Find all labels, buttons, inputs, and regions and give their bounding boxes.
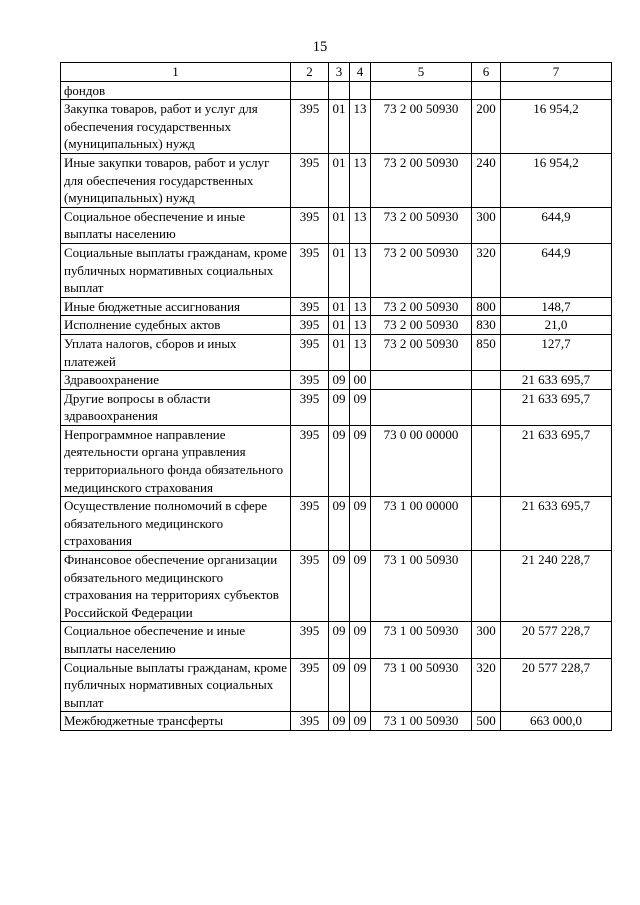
- amount-cell: 127,7: [501, 334, 612, 370]
- target-article-cell: 73 1 00 50930: [371, 551, 472, 622]
- table-row: [61, 497, 612, 551]
- subsection-cell: 13: [350, 243, 371, 297]
- amount-cell: 663 000,0: [501, 712, 612, 731]
- admin-code-cell: 395: [291, 658, 329, 712]
- table-row: [61, 81, 612, 100]
- amount-cell: 20 577 228,7: [501, 622, 612, 658]
- section-cell: 01: [329, 207, 350, 243]
- table-row: [61, 658, 612, 712]
- subsection-cell: 13: [350, 100, 371, 154]
- amount-cell: 148,7: [501, 297, 612, 316]
- subsection-cell: [350, 81, 371, 100]
- table-row: [61, 297, 612, 316]
- subsection-cell: 09: [350, 658, 371, 712]
- subsection-cell: 09: [350, 551, 371, 622]
- table-row: [61, 153, 612, 207]
- admin-code-cell: 395: [291, 243, 329, 297]
- amount-cell: 16 954,2: [501, 100, 612, 154]
- section-cell: 09: [329, 712, 350, 731]
- subsection-cell: 00: [350, 371, 371, 390]
- admin-code-cell: 395: [291, 334, 329, 370]
- admin-code-cell: 395: [291, 297, 329, 316]
- admin-code-cell: 395: [291, 207, 329, 243]
- expense-type-cell: [472, 425, 501, 496]
- section-cell: 09: [329, 389, 350, 425]
- admin-code-cell: 395: [291, 389, 329, 425]
- subsection-cell: 09: [350, 622, 371, 658]
- table-row: [61, 243, 612, 297]
- target-article-cell: 73 2 00 50930: [371, 100, 472, 154]
- expense-type-cell: 300: [472, 622, 501, 658]
- amount-cell: [501, 81, 612, 100]
- amount-cell: 21 633 695,7: [501, 497, 612, 551]
- item-name-cell: Непрограммное направление деятельности органа управления территориального фонда обязательного медицинского страхования: [61, 425, 291, 496]
- expense-type-cell: 300: [472, 207, 501, 243]
- section-cell: 09: [329, 497, 350, 551]
- admin-code-cell: 395: [291, 316, 329, 335]
- subsection-cell: 13: [350, 153, 371, 207]
- admin-code-cell: 395: [291, 622, 329, 658]
- expense-type-cell: [472, 389, 501, 425]
- item-name-cell: Иные закупки товаров, работ и услуг для обеспечения государственных (муниципальных) нужд: [61, 153, 291, 207]
- admin-code-cell: 395: [291, 371, 329, 390]
- admin-code-cell: 395: [291, 153, 329, 207]
- budget-table: [60, 62, 612, 731]
- subsection-cell: 13: [350, 334, 371, 370]
- target-article-cell: [371, 389, 472, 425]
- target-article-cell: 73 1 00 50930: [371, 658, 472, 712]
- column-header: 2: [291, 63, 329, 82]
- table-row: [61, 100, 612, 154]
- item-name-cell: Иные бюджетные ассигнования: [61, 297, 291, 316]
- item-name-cell: Социальное обеспечение и иные выплаты населению: [61, 207, 291, 243]
- item-name-cell: Закупка товаров, работ и услуг для обеспечения государственных (муниципальных) нужд: [61, 100, 291, 154]
- section-cell: 01: [329, 334, 350, 370]
- amount-cell: 21 633 695,7: [501, 371, 612, 390]
- section-cell: 09: [329, 658, 350, 712]
- column-header: 6: [472, 63, 501, 82]
- target-article-cell: [371, 81, 472, 100]
- section-cell: 09: [329, 425, 350, 496]
- expense-type-cell: 500: [472, 712, 501, 731]
- item-name-cell: Здравоохранение: [61, 371, 291, 390]
- subsection-cell: 13: [350, 297, 371, 316]
- section-cell: 01: [329, 153, 350, 207]
- table-row: [61, 425, 612, 496]
- expense-type-cell: [472, 551, 501, 622]
- column-header: 1: [61, 63, 291, 82]
- target-article-cell: 73 1 00 00000: [371, 497, 472, 551]
- section-cell: 01: [329, 100, 350, 154]
- subsection-cell: 09: [350, 389, 371, 425]
- amount-cell: 21,0: [501, 316, 612, 335]
- table-row: [61, 622, 612, 658]
- item-name-cell: Социальные выплаты гражданам, кроме публичных нормативных социальных выплат: [61, 243, 291, 297]
- expense-type-cell: 240: [472, 153, 501, 207]
- amount-cell: 21 633 695,7: [501, 425, 612, 496]
- table-row: [61, 551, 612, 622]
- table-row: [61, 712, 612, 731]
- expense-type-cell: 830: [472, 316, 501, 335]
- expense-type-cell: 850: [472, 334, 501, 370]
- table-header-row: [61, 63, 612, 82]
- column-header: 4: [350, 63, 371, 82]
- expense-type-cell: 800: [472, 297, 501, 316]
- section-cell: 09: [329, 622, 350, 658]
- expense-type-cell: 320: [472, 658, 501, 712]
- admin-code-cell: [291, 81, 329, 100]
- column-header: 7: [501, 63, 612, 82]
- table-row: [61, 207, 612, 243]
- section-cell: 01: [329, 297, 350, 316]
- table-row: [61, 316, 612, 335]
- section-cell: 09: [329, 371, 350, 390]
- target-article-cell: 73 1 00 50930: [371, 712, 472, 731]
- target-article-cell: [371, 371, 472, 390]
- expense-type-cell: [472, 497, 501, 551]
- target-article-cell: 73 2 00 50930: [371, 334, 472, 370]
- target-article-cell: 73 2 00 50930: [371, 243, 472, 297]
- item-name-cell: Уплата налогов, сборов и иных платежей: [61, 334, 291, 370]
- subsection-cell: 09: [350, 712, 371, 731]
- expense-type-cell: [472, 81, 501, 100]
- page-number: 15: [312, 39, 328, 55]
- amount-cell: 644,9: [501, 243, 612, 297]
- column-header: 5: [371, 63, 472, 82]
- target-article-cell: 73 2 00 50930: [371, 207, 472, 243]
- target-article-cell: 73 2 00 50930: [371, 316, 472, 335]
- table-row: [61, 389, 612, 425]
- amount-cell: 16 954,2: [501, 153, 612, 207]
- target-article-cell: 73 0 00 00000: [371, 425, 472, 496]
- section-cell: 01: [329, 243, 350, 297]
- target-article-cell: 73 2 00 50930: [371, 153, 472, 207]
- section-cell: 09: [329, 551, 350, 622]
- admin-code-cell: 395: [291, 100, 329, 154]
- amount-cell: 644,9: [501, 207, 612, 243]
- item-name-cell: Другие вопросы в области здравоохранения: [61, 389, 291, 425]
- table-row: [61, 334, 612, 370]
- expense-type-cell: 320: [472, 243, 501, 297]
- subsection-cell: 09: [350, 425, 371, 496]
- target-article-cell: 73 1 00 50930: [371, 622, 472, 658]
- amount-cell: 20 577 228,7: [501, 658, 612, 712]
- expense-type-cell: [472, 371, 501, 390]
- expense-type-cell: 200: [472, 100, 501, 154]
- admin-code-cell: 395: [291, 712, 329, 731]
- item-name-cell: Социальные выплаты гражданам, кроме публичных нормативных социальных выплат: [61, 658, 291, 712]
- section-cell: [329, 81, 350, 100]
- target-article-cell: 73 2 00 50930: [371, 297, 472, 316]
- table-row: [61, 371, 612, 390]
- item-name-cell: Финансовое обеспечение организации обязательного медицинского страхования на территориях субъектов Российской Федерации: [61, 551, 291, 622]
- admin-code-cell: 395: [291, 497, 329, 551]
- item-name-cell: Межбюджетные трансферты: [61, 712, 291, 731]
- subsection-cell: 09: [350, 497, 371, 551]
- admin-code-cell: 395: [291, 425, 329, 496]
- column-header: 3: [329, 63, 350, 82]
- item-name-cell: Исполнение судебных актов: [61, 316, 291, 335]
- subsection-cell: 13: [350, 207, 371, 243]
- section-cell: 01: [329, 316, 350, 335]
- item-name-cell: фондов: [61, 81, 291, 100]
- item-name-cell: Осуществление полномочий в сфере обязательного медицинского страхования: [61, 497, 291, 551]
- amount-cell: 21 240 228,7: [501, 551, 612, 622]
- admin-code-cell: 395: [291, 551, 329, 622]
- item-name-cell: Социальное обеспечение и иные выплаты населению: [61, 622, 291, 658]
- amount-cell: 21 633 695,7: [501, 389, 612, 425]
- subsection-cell: 13: [350, 316, 371, 335]
